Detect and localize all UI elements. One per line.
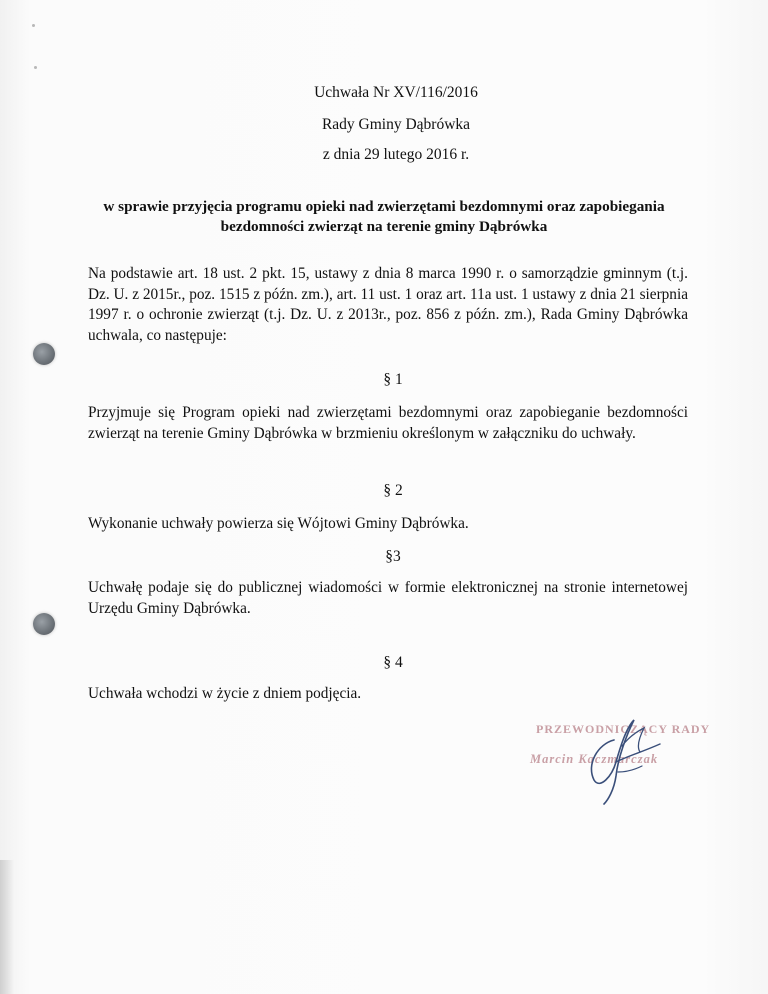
resolution-number: Uchwała Nr XV/116/2016 (314, 84, 478, 101)
section-text-1: Przyjmuje się Program opieki nad zwierzętami bezdomnymi oraz zapobieganie bezdomności zwierząt na terenie Gminy Dąbrówka w brzmieniu określonym w załączniku do uchwały. (88, 404, 688, 442)
section-heading-2: § 2 (383, 482, 403, 499)
resolution-date: z dnia 29 lutego 2016 r. (322, 146, 470, 163)
handwritten-signature (556, 706, 666, 806)
preamble-paragraph: Na podstawie art. 18 ust. 2 pkt. 15, ustawy z dnia 8 marca 1990 r. o samorządzie gminnym (t.j. Dz. U. z 2015r., poz. 1515 z późn. zm.), art. 11 ust. 1 oraz art. 11a ust. 1 ustawy z dnia 21 sierpnia 1997 r. o ochronie zwierząt (t.j. Dz. U. z 2013r., poz. 856 z późn. zm.), Rada Gminy Dąbrówka uchwala, co następuje: (88, 265, 688, 344)
stamp-title: PRZEWODNICZĄCY RADY (536, 722, 711, 736)
stamp-name: Marcin Kaczmarczak (530, 752, 659, 766)
section-heading-1: § 1 (383, 371, 403, 388)
section-heading-3: §3 (385, 548, 401, 565)
section-text-4: Uchwała wchodzi w życie z dniem podjęcia. (88, 685, 362, 702)
section-text-3: Uchwałę podaje się do publicznej wiadomości w formie elektronicznej na stronie internetowej Urzędu Gminy Dąbrówka. (88, 579, 688, 617)
scan-edge-shadow (0, 860, 14, 994)
scan-speck (32, 24, 35, 27)
title-line-1: w sprawie przyjęcia programu opieki nad zwierzętami bezdomnymi oraz zapobiegania (103, 198, 665, 215)
section-text-2: Wykonanie uchwały powierza się Wójtowi Gminy Dąbrówka. (88, 515, 469, 532)
resolution-title (60, 197, 708, 237)
scan-speck (34, 66, 37, 69)
council-name: Rady Gminy Dąbrówka (321, 116, 471, 133)
title-line-2: bezdomności zwierząt na terenie gminy Dąbrówka (220, 218, 548, 235)
punch-hole (33, 613, 55, 635)
punch-hole (33, 343, 55, 365)
section-heading-4: § 4 (383, 654, 403, 671)
